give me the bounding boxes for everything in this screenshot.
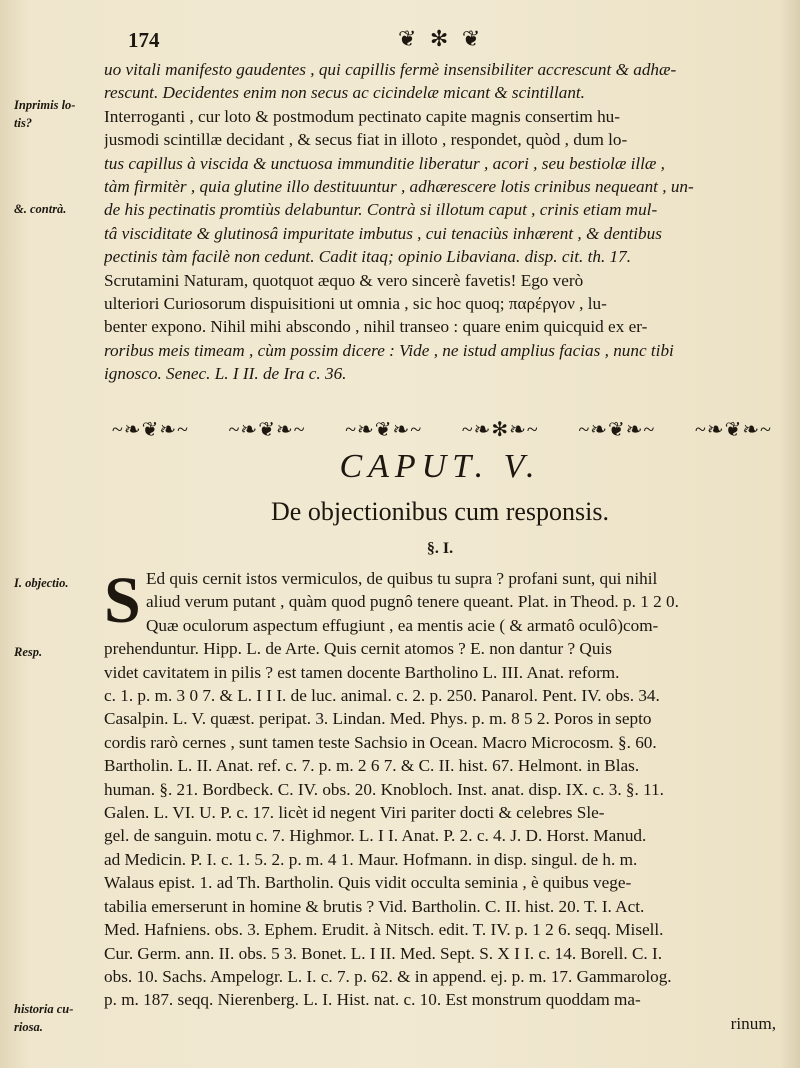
text-line: human. §. 21. Bordbeck. C. IV. obs. 20. Knobloch. Inst. anat. disp. IX. c. 3. §. 11. — [104, 779, 664, 799]
page-number: 174 — [128, 28, 160, 52]
text-line: cordis rarò cernes , sunt tamen teste Sachsio in Ocean. Macro Microcosm. §. 60. — [104, 732, 657, 752]
fleuron-icon: ~❧❦❧~ — [345, 418, 423, 441]
text-line: Casalpin. L. V. quæst. peripat. 3. Lindan. Med. Phys. p. m. 8 5 2. Poros in septo — [104, 709, 652, 729]
margin-note-contra: &. contrà. — [14, 202, 67, 216]
text-line: gel. de sanguin. motu c. 7. Highmor. L. I I. Anat. P. 2. c. 4. J. D. Horst. Manud. — [104, 826, 647, 846]
margin-note-inprimis: Inprimis lo- tis? — [14, 98, 76, 130]
text-line: Galen. L. VI. U. P. c. 17. licèt id negent Viri pariter docti & celebres Sle- — [104, 803, 605, 823]
text-line: tabilia emerserunt in homine & brutis ? Vid. Bartholin. C. II. hist. 20. T. I. Act. — [104, 896, 645, 916]
text-line: jusmodi scintillæ decidant , & secus fiat in illoto , respondet, quòd , dum lo- — [104, 130, 628, 150]
margin-note-objectio: I. objectio. — [14, 576, 69, 590]
text-line: tâ visciditate & glutinosâ impuritate imbutus , cui tenaciùs inhærent , & dentibus — [104, 223, 662, 243]
fleuron-icon: ~❧❦❧~ — [228, 418, 306, 441]
text-line: Bartholin. L. II. Anat. ref. c. 7. p. m. 2 6 7. & C. II. hist. 67. Helmont. in Blas. — [104, 756, 640, 776]
text-line: Walaus epist. 1. ad Th. Bartholin. Quis vidit occulta seminia , è quibus vege- — [104, 873, 632, 893]
text-line: obs. 10. Sachs. Ampelogr. L. I. c. 7. p. 62. & in append. ej. p. m. 17. Gammarolog. — [104, 966, 672, 986]
text-line: Med. Hafniens. obs. 3. Ephem. Erudit. à Nitsch. edit. T. IV. p. 1 2 6. seqq. Misell. — [104, 920, 664, 940]
text-line: Scrutamini Naturam, quotquot æquo & vero sincerè favetis! Ego verò — [104, 270, 584, 290]
text-line: roribus meis timeam , cùm possim dicere : Vide , ne istud amplius facias , nunc tibi — [104, 340, 674, 360]
text-line: ad Medicin. P. I. c. 1. 5. 2. p. m. 4 1. Maur. Hofmann. in disp. singul. de h. m. — [104, 849, 638, 869]
text-line: tàm firmitèr , quia glutine illo destituuntur , adhærescere lotis crinibus nequeant , un- — [104, 177, 694, 197]
text-line: Quæ oculorum aspectum effugiunt , ea mentis acie ( & armatô oculô)com- — [146, 615, 659, 635]
fleuron-icon: ~❧❦❧~ — [112, 418, 189, 441]
text-line: ulteriori Curiosorum dispuisitioni ut omnia , sic hoc quoq; παρέργον , lu- — [104, 294, 607, 314]
chapter-title: CAPUT. V. — [339, 448, 541, 485]
paragraph-continuation — [104, 58, 776, 386]
text-line: de his pectinatis promtiùs delabuntur. Contrà si illotum caput , crinis etiam mul- — [104, 200, 658, 220]
ornament-divider — [112, 415, 772, 443]
text-line: p. m. 187. seqq. Nierenberg. L. I. Hist. nat. c. 10. Est monstrum quoddam ma- — [104, 990, 641, 1010]
text-line: Ed quis cernit istos vermiculos, de quibus tu supra ? profani sunt, qui nihil — [146, 569, 658, 588]
section-1-text — [104, 564, 776, 1035]
text-line: Cur. Germ. ann. II. obs. 5 3. Bonet. L. I II. Med. Sept. S. X I I. c. 14. Borell. C. I. — [104, 943, 663, 963]
margin-note-historia: historia cu- riosa. — [14, 1002, 74, 1034]
text-line: pectinis tàm facilè non cedunt. Cadit itaq; opinio Libaviana. disp. cit. th. 17. — [104, 247, 632, 267]
head-ornament-icon: ❦ ✻ ❦ — [398, 26, 485, 51]
text-line: Interroganti , cur loto & postmodum pectinato capite magnis consertim hu- — [104, 106, 620, 126]
text-line: benter expono. Nihil mihi abscondo , nihil transeo : quare enim quicquid ex er- — [104, 317, 648, 337]
margin-note-resp: Resp. — [14, 645, 43, 659]
running-head — [128, 28, 768, 52]
fleuron-icon: ~❧✻❧~ — [461, 418, 539, 441]
chapter-subtitle: De objectionibus cum responsis. — [271, 497, 609, 526]
fleuron-icon: ~❧❦❧~ — [578, 418, 656, 441]
text-line: videt cavitatem in pilis ? est tamen docente Bartholino L. III. Anat. reform. — [104, 662, 620, 682]
fleuron-icon: ~❧❦❧~ — [695, 418, 772, 441]
text-line: c. 1. p. m. 3 0 7. & L. I I I. de luc. animal. c. 2. p. 250. Panarol. Pent. IV. obs. 34. — [104, 686, 660, 706]
text-line: rescunt. Decidentes enim non secus ac cicindelæ micant & scintillant. — [104, 83, 585, 103]
text-line: rinum, — [730, 1013, 776, 1033]
text-line: uo vitali manifesto gaudentes , qui capillis fermè insensibiliter accrescunt & adhæ- — [104, 60, 677, 79]
text-line: tus capillus à viscida & unctuosa immunditie liberatur , acori , seu bestiolæ illæ , — [104, 153, 665, 173]
text-line: prehenduntur. Hipp. L. de Arte. Quis cernit atomos ? E. non dantur ? Quis — [104, 639, 612, 659]
text-line: ignosco. Senec. L. I II. de Ira c. 36. — [104, 364, 347, 384]
section-mark: §. I. — [426, 540, 454, 557]
drop-cap-initial: S — [104, 564, 141, 637]
text-line: aliud verum putant , quàm quod pugnô tenere queant. Plat. in Theod. p. 1 2 0. — [146, 592, 679, 612]
